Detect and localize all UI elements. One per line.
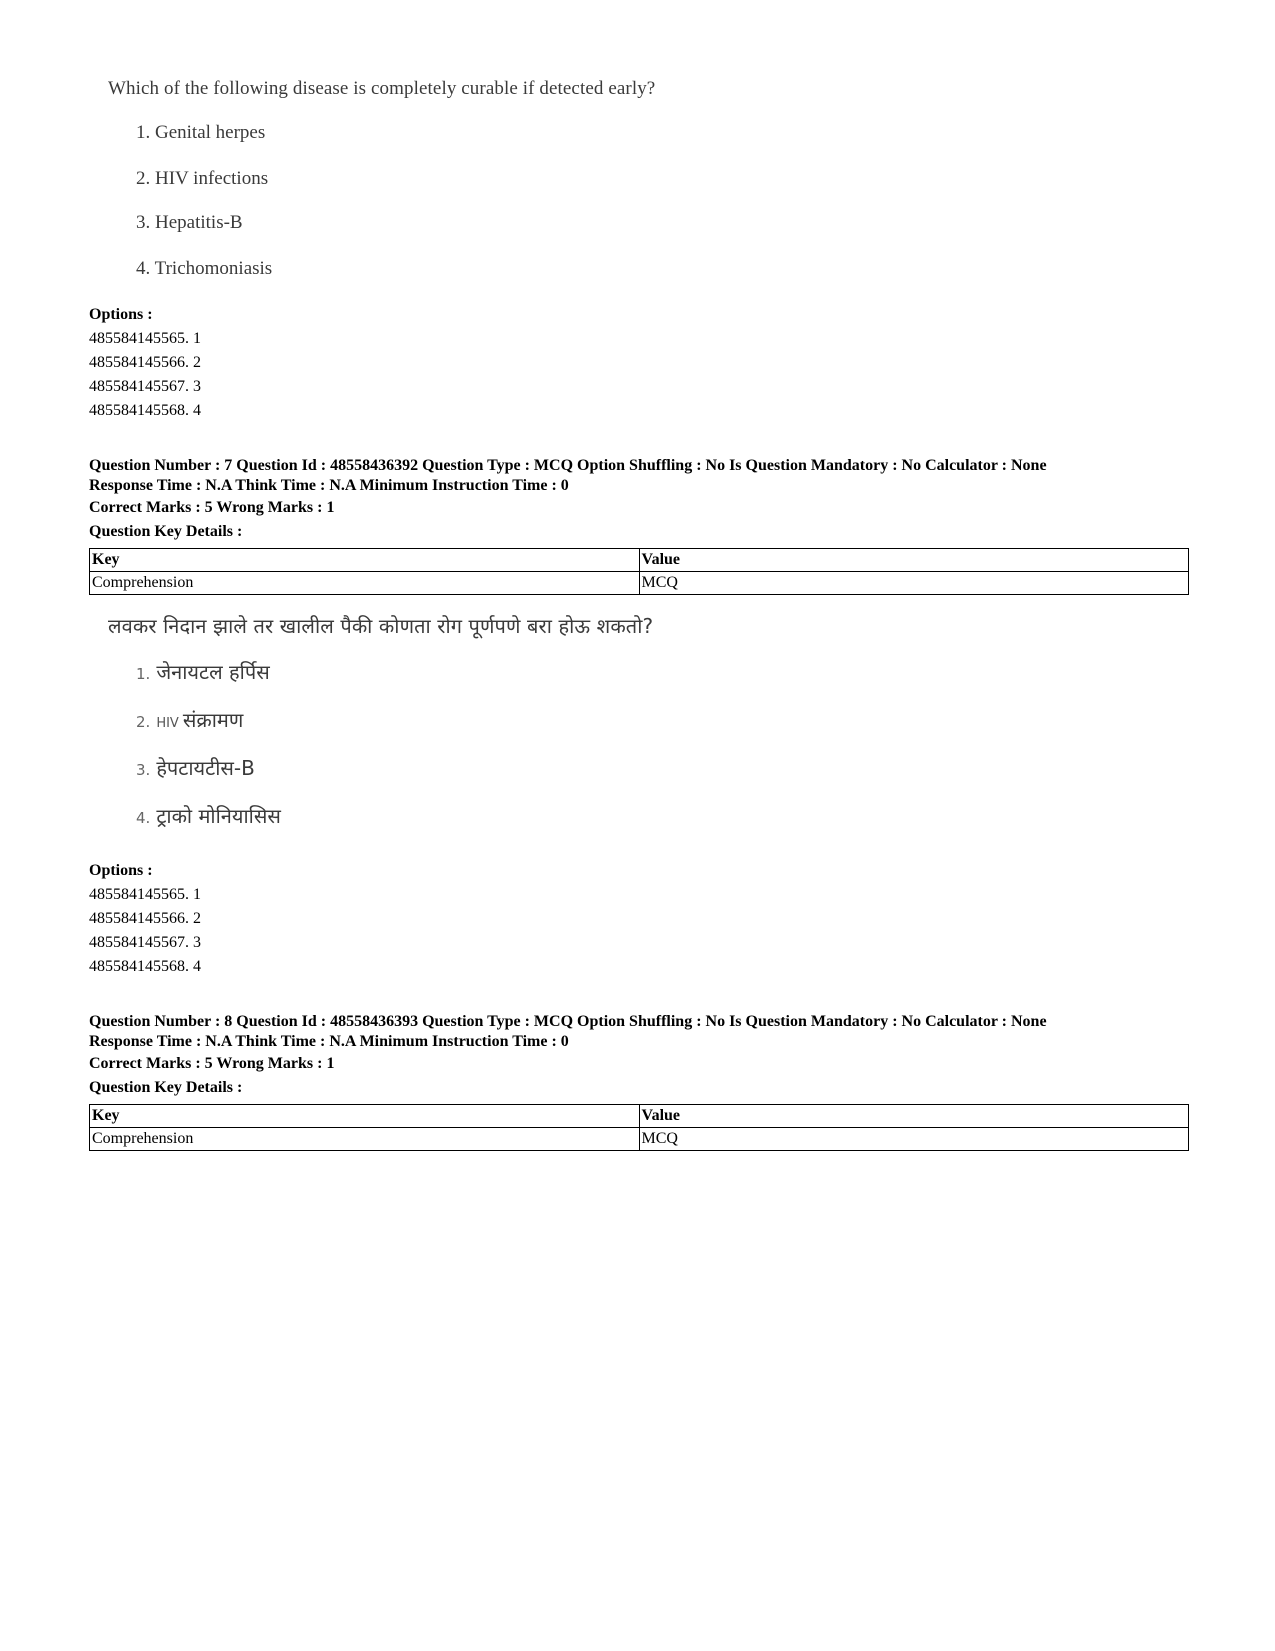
option-line: 485584145568. 4 — [89, 402, 201, 419]
option-line: 485584145568. 4 — [89, 958, 201, 975]
option-line: 485584145566. 2 — [89, 910, 201, 927]
table-cell-value: MCQ — [639, 572, 1189, 595]
choice-item — [136, 706, 243, 733]
question-text: Which of the following disease is completely curable if detected early? — [108, 78, 656, 99]
table-cell-key: Comprehension — [90, 1128, 640, 1151]
choice-text: हेपटायटीस-B — [156, 756, 255, 780]
choice-item — [136, 802, 281, 829]
options-label: Options : — [89, 862, 153, 879]
question-meta-line1: Question Number : 8 Question Id : 48558436393 Question Type : MCQ Option Shuffling : No Is Question Mandatory : No Calculator : None — [89, 1013, 1047, 1030]
choice-prefix: HIV — [156, 716, 179, 731]
choice-item: 2. HIV infections — [136, 168, 269, 189]
question-text-marathi: लवकर निदान झाले तर खालील पैकी कोणता रोग पूर्णपणे बरा होऊ शकतो? — [108, 614, 654, 638]
option-line: 485584145567. 3 — [89, 934, 201, 951]
key-details-table — [89, 548, 1189, 595]
question-meta-line2: Response Time : N.A Think Time : N.A Minimum Instruction Time : 0 — [89, 1033, 569, 1050]
choice-number: 4. — [136, 809, 151, 827]
choice-item: 1. Genital herpes — [136, 122, 266, 143]
question-meta — [89, 1012, 1209, 1052]
table-row — [90, 572, 1189, 595]
question-meta-line2: Response Time : N.A Think Time : N.A Minimum Instruction Time : 0 — [89, 477, 569, 494]
table-header-key: Key — [90, 1105, 640, 1128]
choice-number: 2. — [136, 713, 151, 731]
marks-line: Correct Marks : 5 Wrong Marks : 1 — [89, 499, 335, 516]
question-image-marathi — [108, 612, 654, 828]
choice-item — [136, 754, 255, 781]
table-header-key: Key — [90, 549, 640, 572]
key-details-label: Question Key Details : — [89, 523, 243, 540]
key-details-label: Question Key Details : — [89, 1079, 243, 1096]
option-line: 485584145566. 2 — [89, 354, 201, 371]
table-header-value: Value — [639, 1105, 1189, 1128]
question-image-english — [108, 78, 656, 279]
choice-text: ट्राको मोनियासिस — [156, 804, 281, 828]
table-header-value: Value — [639, 549, 1189, 572]
table-cell-key: Comprehension — [90, 572, 640, 595]
choice-item: 3. Hepatitis-B — [136, 212, 243, 233]
table-header-row — [90, 549, 1189, 572]
choice-item — [136, 658, 270, 685]
choice-number: 1. — [136, 665, 151, 683]
choice-text: जेनायटल हर्पिस — [156, 660, 270, 684]
choice-text: संक्रामण — [182, 708, 244, 732]
choice-number: 3. — [136, 761, 151, 779]
question-meta-line1: Question Number : 7 Question Id : 48558436392 Question Type : MCQ Option Shuffling : No Is Question Mandatory : No Calculator : None — [89, 457, 1047, 474]
options-label: Options : — [89, 306, 153, 323]
option-line: 485584145565. 1 — [89, 886, 201, 903]
choice-item: 4. Trichomoniasis — [136, 258, 273, 279]
option-line: 485584145567. 3 — [89, 378, 201, 395]
question-meta — [89, 456, 1209, 496]
table-cell-value: MCQ — [639, 1128, 1189, 1151]
marks-line: Correct Marks : 5 Wrong Marks : 1 — [89, 1055, 335, 1072]
table-row — [90, 1128, 1189, 1151]
option-line: 485584145565. 1 — [89, 330, 201, 347]
key-details-table — [89, 1104, 1189, 1151]
table-header-row — [90, 1105, 1189, 1128]
